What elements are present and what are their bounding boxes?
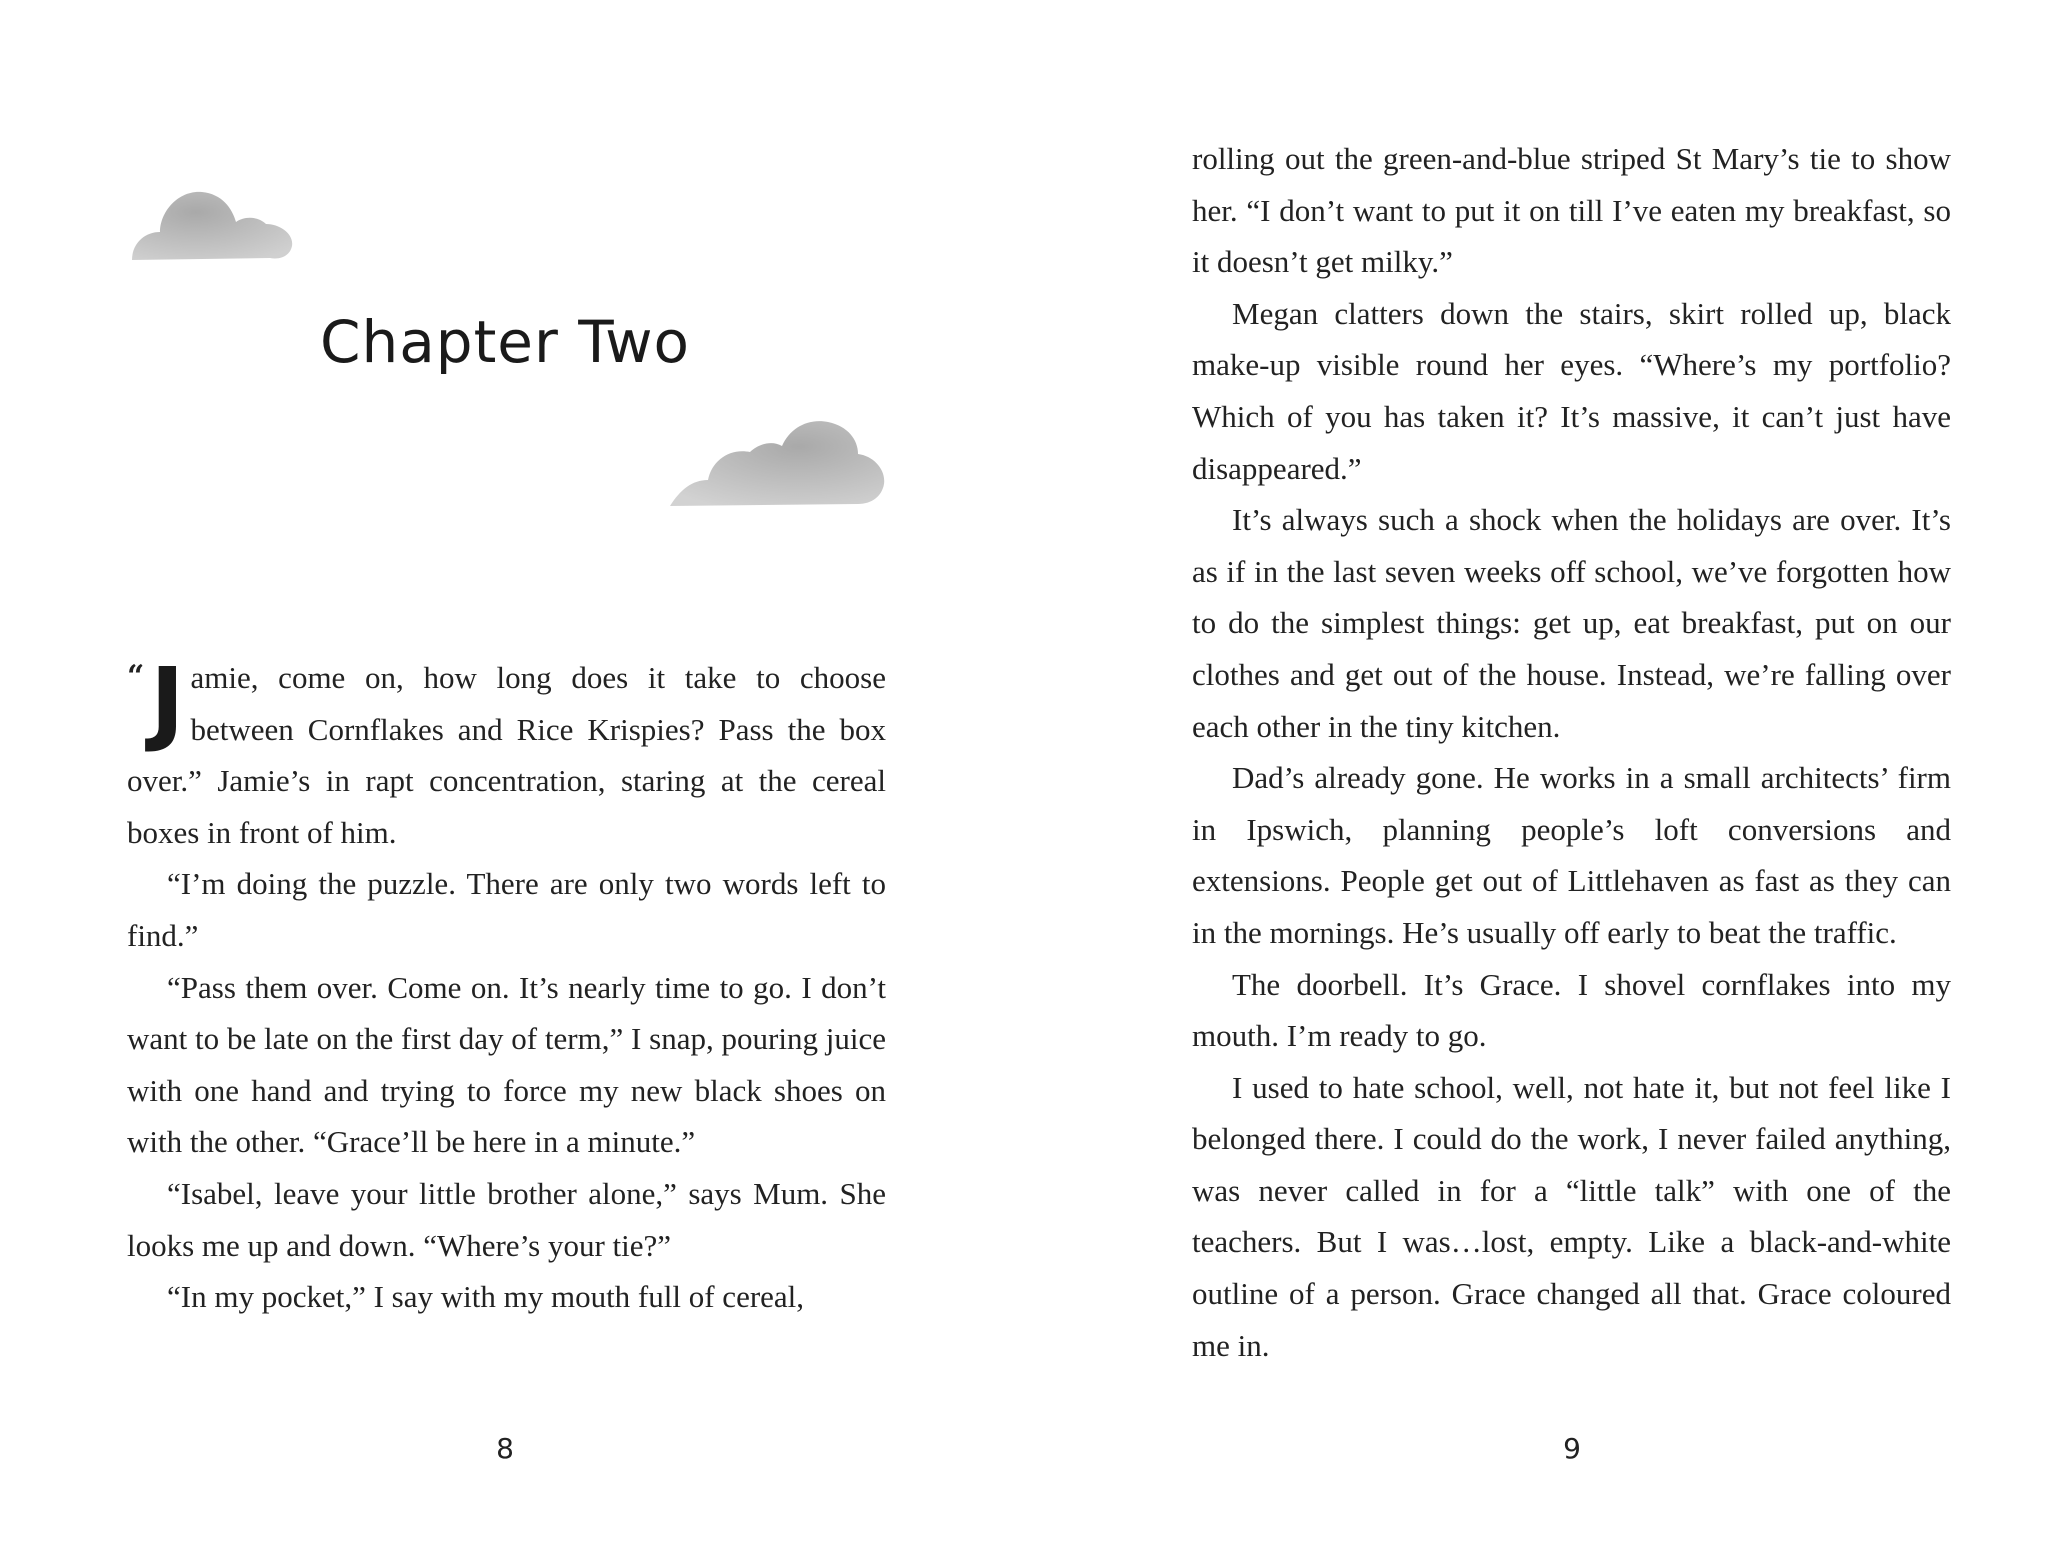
paragraph: “Isabel, leave your little brother alone,” says Mum. She looks me up and down. “Where’s your tie?” bbox=[127, 1175, 886, 1263]
cloud-illustration bbox=[130, 182, 295, 262]
paragraph: I used to hate school, well, not hate it, but not feel like I belonged there. I could do the work, I never failed anything, was never called in for a “little talk” with one of the teachers. But I was…lost, empty. Like a black-and-white outline of a person. Grace changed all that. Grace coloured me in. bbox=[1192, 1069, 1951, 1363]
paragraph: The doorbell. It’s Grace. I shovel cornflakes into my mouth. I’m ready to go. bbox=[1192, 966, 1951, 1054]
paragraph: “In my pocket,” I say with my mouth full of cereal, bbox=[167, 1279, 805, 1315]
paragraph: “Pass them over. Come on. It’s nearly time to go. I don’t want to be late on the first day of term,” I snap, pouring juice with one hand and trying to force my new black shoes on with the other. “Grace’ll be here in a minute.” bbox=[127, 969, 886, 1160]
page-number: 9 bbox=[1563, 1432, 1581, 1465]
paragraph: rolling out the green-and-blue striped St Mary’s tie to show her. “I don’t want to put it on till I’ve eaten my breakfast, so it doesn’t get milky.” bbox=[1192, 141, 1951, 280]
drop-cap-quote: “ bbox=[127, 659, 145, 694]
paragraph: “I’m doing the puzzle. There are only two words left to find.” bbox=[127, 866, 886, 953]
paragraph: Dad’s already gone. He works in a small architects’ firm in Ipswich, planning people’s loft conversions and extensions. People get out of Littlehaven as fast as they can in the mornings. He’s usually off early to beat the traffic. bbox=[1192, 760, 1951, 950]
page-number: 8 bbox=[496, 1432, 514, 1465]
right-page-body bbox=[1192, 133, 1951, 1371]
cloud-illustration bbox=[668, 418, 888, 508]
drop-cap bbox=[127, 648, 185, 755]
paragraph: Megan clatters down the stairs, skirt rolled up, black make-up visible round her eyes. “Where’s my portfolio? Which of you has taken it? It’s massive, it can’t just have disappeared.” bbox=[1192, 295, 1951, 486]
paragraph bbox=[127, 648, 886, 858]
paragraph: It’s always such a shock when the holidays are over. It’s as if in the last seven weeks off school, we’ve forgotten how to do the simplest things: get up, eat breakfast, put on our clothes and get out of the house. Instead, we’re falling over each other in the tiny kitchen. bbox=[1192, 502, 1951, 744]
paragraph-text: amie, come on, how long does it take to choose between Cornflakes and Rice Krispies? Pass the box over.” Jamie’s in rapt concentration, staring at the cereal boxes in front of him. bbox=[127, 660, 886, 850]
chapter-title: Chapter Two bbox=[319, 308, 691, 376]
right-page bbox=[1024, 0, 2048, 1560]
drop-cap-letter: J bbox=[150, 648, 185, 755]
left-page-body bbox=[127, 648, 886, 1323]
